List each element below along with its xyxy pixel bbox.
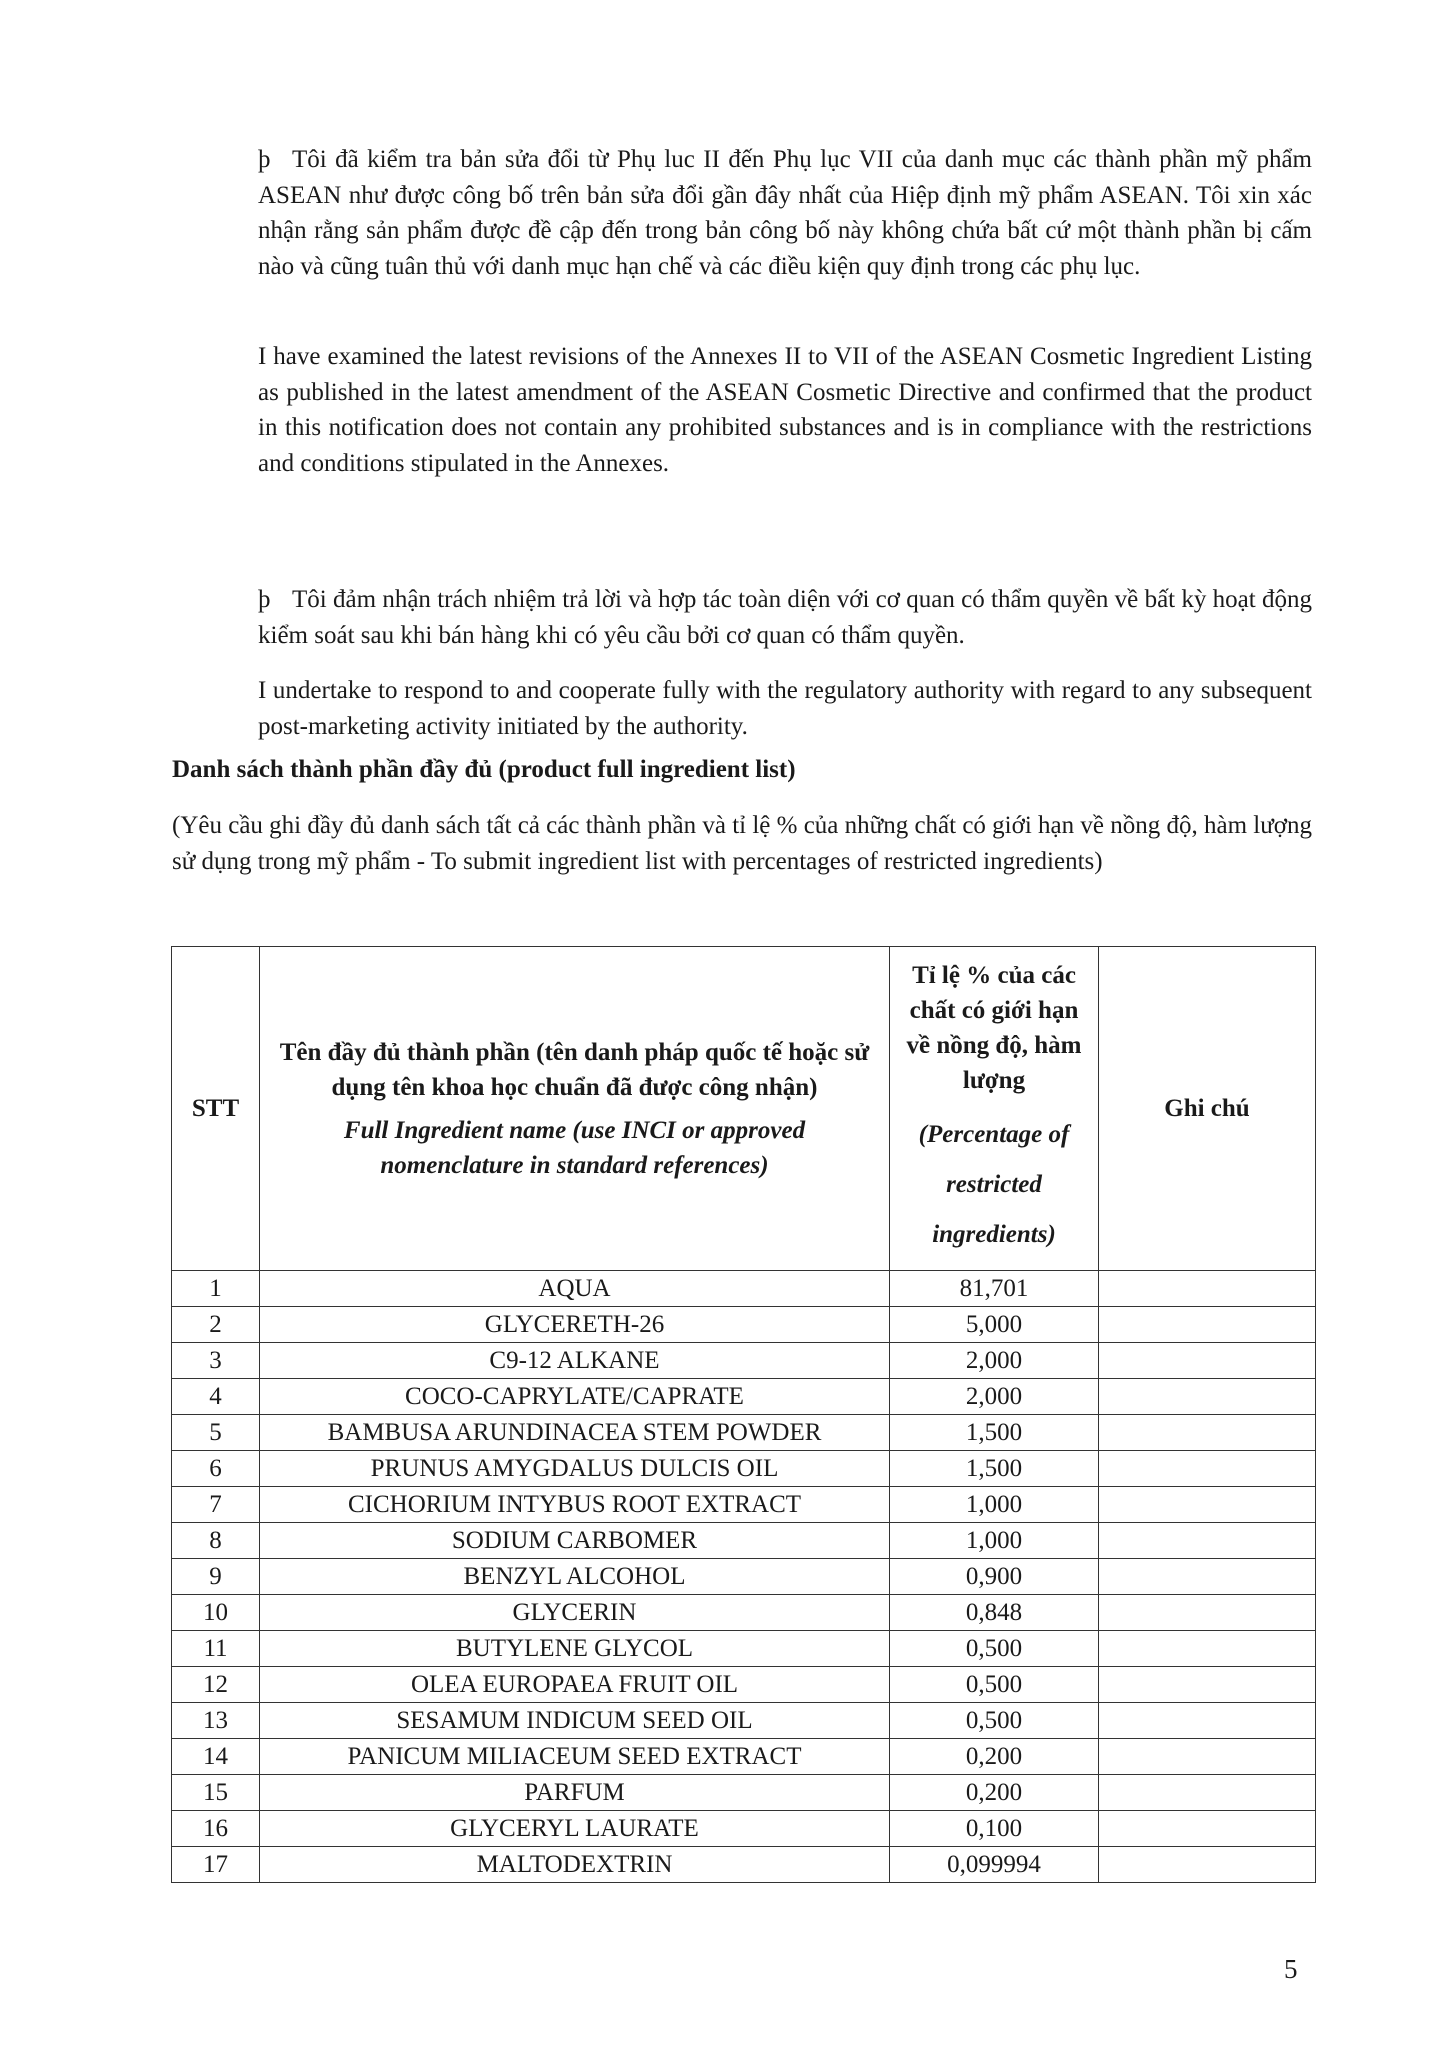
cell-note: [1099, 1811, 1316, 1847]
table-row: [172, 1631, 1316, 1667]
cell-percentage: 2,000: [890, 1379, 1099, 1415]
cell-note: [1099, 1847, 1316, 1883]
cell-note: [1099, 1739, 1316, 1775]
header-pct-vi: Tỉ lệ % của các chất có giới hạn về nồng độ, hàm lượng: [906, 961, 1082, 1094]
header-name-en: Full Ingredient name (use INCI or approved nomenclature in standard references): [343, 1116, 806, 1179]
cell-percentage: 2,000: [890, 1343, 1099, 1379]
cell-stt: 8: [172, 1523, 260, 1559]
declaration-1-english: I have examined the latest revisions of the Annexes II to VII of the ASEAN Cosmetic Ingredient Listing as published in the latest amendment of the ASEAN Cosmetic Directive and confirmed that the product in this notification does not contain any prohibited substances and is in compliance with the restrictions and conditions stipulated in the Annexes.: [258, 343, 1312, 477]
cell-stt: 16: [172, 1811, 260, 1847]
cell-note: [1099, 1451, 1316, 1487]
declaration-1-vi-text: Tôi đã kiểm tra bản sửa đổi từ Phụ luc II đến Phụ lục VII của danh mục các thành phần mỹ phẩm ASEAN như được công bố trên bản sửa đổi gần đây nhất của Hiệp định mỹ phẩm ASEAN. Tôi xin xác nhận rằng sản phẩm được đề cập đến trong bản công bố này không chứa bất cứ một thành phần bị cấm nào và cũng tuân thủ với danh mục hạn chế và các điều kiện quy định trong các phụ lục.: [258, 146, 1312, 280]
cell-percentage: 81,701: [890, 1271, 1099, 1307]
cell-note: [1099, 1271, 1316, 1307]
cell-stt: 15: [172, 1775, 260, 1811]
cell-name: C9-12 ALKANE: [260, 1343, 890, 1379]
cell-name: SESAMUM INDICUM SEED OIL: [260, 1703, 890, 1739]
cell-stt: 10: [172, 1595, 260, 1631]
cell-name: BAMBUSA ARUNDINACEA STEM POWDER: [260, 1415, 890, 1451]
table-row: [172, 1271, 1316, 1307]
table-row: [172, 1811, 1316, 1847]
cell-name: PRUNUS AMYGDALUS DULCIS OIL: [260, 1451, 890, 1487]
cell-stt: 13: [172, 1703, 260, 1739]
cell-name: PARFUM: [260, 1775, 890, 1811]
cell-stt: 6: [172, 1451, 260, 1487]
cell-percentage: 0,848: [890, 1595, 1099, 1631]
cell-stt: 7: [172, 1487, 260, 1523]
declaration-2-english: I undertake to respond to and cooperate fully with the regulatory authority with regard to any subsequent post-marketing activity initiated by the authority.: [258, 677, 1312, 740]
cell-percentage: 1,000: [890, 1487, 1099, 1523]
table-row: [172, 1559, 1316, 1595]
page-number: 5: [1284, 1954, 1298, 1984]
cell-percentage: 0,500: [890, 1667, 1099, 1703]
cell-name: BUTYLENE GLYCOL: [260, 1631, 890, 1667]
cell-percentage: 1,000: [890, 1523, 1099, 1559]
cell-percentage: 1,500: [890, 1415, 1099, 1451]
cell-stt: 17: [172, 1847, 260, 1883]
table-row: [172, 1415, 1316, 1451]
cell-name: GLYCERYL LAURATE: [260, 1811, 890, 1847]
table-body: [172, 1271, 1316, 1883]
cell-stt: 9: [172, 1559, 260, 1595]
cell-stt: 12: [172, 1667, 260, 1703]
cell-percentage: 1,500: [890, 1451, 1099, 1487]
table-row: [172, 1379, 1316, 1415]
declaration-2-vietnamese: [258, 582, 1312, 653]
cell-percentage: 0,200: [890, 1739, 1099, 1775]
cell-name: AQUA: [260, 1271, 890, 1307]
cell-note: [1099, 1487, 1316, 1523]
table-row: [172, 1847, 1316, 1883]
cell-note: [1099, 1343, 1316, 1379]
cell-percentage: 0,100: [890, 1811, 1099, 1847]
cell-stt: 3: [172, 1343, 260, 1379]
cell-note: [1099, 1379, 1316, 1415]
cell-note: [1099, 1631, 1316, 1667]
cell-note: [1099, 1775, 1316, 1811]
header-stt: STT: [172, 947, 260, 1271]
header-pct-en: (Percentage of restricted ingredients): [918, 1120, 1070, 1248]
declaration-2-vi-text: Tôi đảm nhận trách nhiệm trả lời và hợp tác toàn diện với cơ quan có thẩm quyền về bất kỳ hoạt động kiểm soát sau khi bán hàng khi có yêu cầu bởi cơ quan có thẩm quyền.: [258, 586, 1312, 649]
table-row: [172, 1523, 1316, 1559]
cell-percentage: 0,500: [890, 1703, 1099, 1739]
section-heading: Danh sách thành phần đầy đủ (product full ingredient list): [172, 756, 796, 783]
header-percentage: [890, 947, 1099, 1271]
table-row: [172, 1775, 1316, 1811]
cell-name: COCO-CAPRYLATE/CAPRATE: [260, 1379, 890, 1415]
checkbox-mark-1: þ: [258, 146, 271, 173]
section-note: (Yêu cầu ghi đầy đủ danh sách tất cả các thành phần và tỉ lệ % của những chất có giới hạn về nồng độ, hàm lượng sử dụng trong mỹ phẩm - To submit ingredient list with percentages of restricted ingredients): [172, 812, 1312, 875]
cell-note: [1099, 1307, 1316, 1343]
header-name-vi: Tên đầy đủ thành phần (tên danh pháp quốc tế hoặc sử dụng tên khoa học chuẩn đã được công nhận): [279, 1038, 870, 1101]
cell-note: [1099, 1559, 1316, 1595]
cell-percentage: 0,900: [890, 1559, 1099, 1595]
cell-name: OLEA EUROPAEA FRUIT OIL: [260, 1667, 890, 1703]
header-note: Ghi chú: [1099, 947, 1316, 1271]
cell-percentage: 5,000: [890, 1307, 1099, 1343]
cell-name: PANICUM MILIACEUM SEED EXTRACT: [260, 1739, 890, 1775]
header-name: [260, 947, 890, 1271]
cell-stt: 11: [172, 1631, 260, 1667]
cell-note: [1099, 1703, 1316, 1739]
table-row: [172, 1595, 1316, 1631]
cell-name: SODIUM CARBOMER: [260, 1523, 890, 1559]
table-row: [172, 1739, 1316, 1775]
cell-note: [1099, 1415, 1316, 1451]
table-row: [172, 1703, 1316, 1739]
cell-name: GLYCERIN: [260, 1595, 890, 1631]
table-row: [172, 1307, 1316, 1343]
cell-name: GLYCERETH-26: [260, 1307, 890, 1343]
ingredient-table: [171, 946, 1316, 1883]
cell-name: MALTODEXTRIN: [260, 1847, 890, 1883]
cell-name: BENZYL ALCOHOL: [260, 1559, 890, 1595]
cell-stt: 4: [172, 1379, 260, 1415]
table-row: [172, 1343, 1316, 1379]
cell-note: [1099, 1667, 1316, 1703]
cell-stt: 14: [172, 1739, 260, 1775]
table-header-row: [172, 947, 1316, 1271]
cell-note: [1099, 1523, 1316, 1559]
table-row: [172, 1451, 1316, 1487]
cell-percentage: 0,500: [890, 1631, 1099, 1667]
declaration-1-vietnamese: [258, 142, 1312, 284]
cell-note: [1099, 1595, 1316, 1631]
checkbox-mark-2: þ: [258, 586, 271, 613]
cell-percentage: 0,200: [890, 1775, 1099, 1811]
cell-stt: 5: [172, 1415, 260, 1451]
cell-percentage: 0,099994: [890, 1847, 1099, 1883]
table-row: [172, 1487, 1316, 1523]
cell-name: CICHORIUM INTYBUS ROOT EXTRACT: [260, 1487, 890, 1523]
cell-stt: 2: [172, 1307, 260, 1343]
cell-stt: 1: [172, 1271, 260, 1307]
table-row: [172, 1667, 1316, 1703]
